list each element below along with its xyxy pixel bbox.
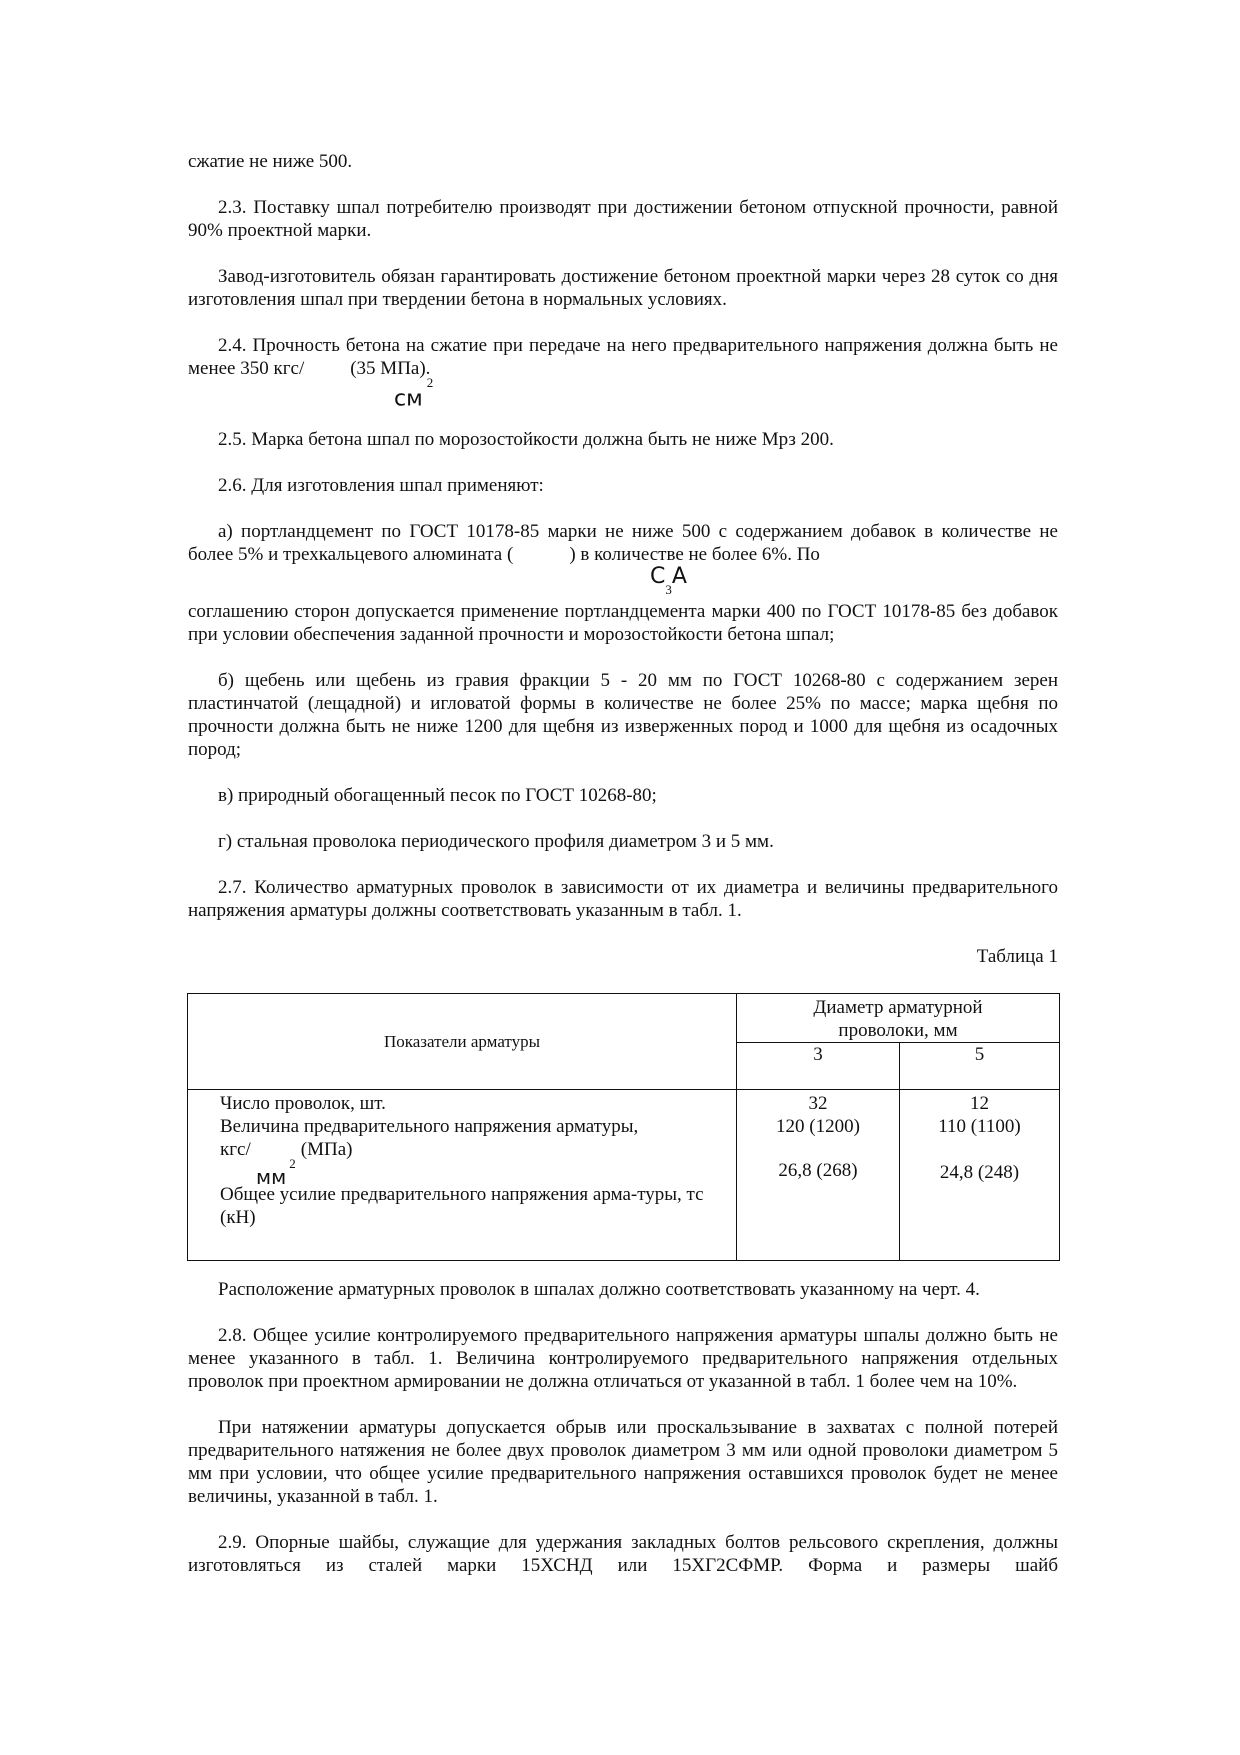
cell-prestress-3: 120 (1200) — [776, 1116, 860, 1137]
cell-wire-count-3: 32 — [808, 1093, 828, 1114]
paragraph-2-4-unit: (35 МПа). — [350, 358, 431, 379]
paragraph-2-4 — [188, 334, 1058, 380]
paragraph-a-text: а) портландцемент по ГОСТ 10178-85 марки не ниже 500 с содержанием добавок в количестве не более 5% и трехкальцевого алюмината ( — [188, 521, 1058, 565]
header-diameter: Диаметр арматурной проволоки, мм — [737, 994, 1060, 1043]
formula-cm-exponent: 2 — [426, 375, 434, 390]
paragraph-2-8: 2.8. Общее усилие контролируемого предварительного напряжения арматуры шпалы должно быть не менее указанного в табл. 1. Величина контролируемого предварительного напряжения отдельных проволок при проектном армировании не должна отличаться от указанной в табл. 1 более чем на 10%. — [188, 1325, 1058, 1392]
cell-prestress-5: 110 (1100) — [938, 1116, 1021, 1137]
paragraph-2-5: 2.5. Марка бетона шпал по морозостойкости должна быть не ниже Мрз 200. — [218, 429, 834, 450]
table-column-3mm — [737, 1090, 900, 1261]
paragraph-2-9: 2.9. Опорные шайбы, служащие для удержания закладных болтов рельсового скрепления, должны изготовляться из сталей марки 15ХСНД или 15ХГ2СФМР. Форма и размеры шайб — [188, 1532, 1058, 1576]
cell-force-5: 24,8 (248) — [939, 1162, 1020, 1183]
paragraph-a-text-2: ) в количестве не более 6%. По — [569, 544, 820, 565]
header-diameter-5: 5 — [900, 1043, 1060, 1090]
table-column-5mm — [900, 1090, 1060, 1261]
formula-a: А — [671, 564, 687, 589]
cell-wire-count-5: 12 — [970, 1093, 989, 1114]
row-prestress-mm2: $мм^2$ — [256, 1156, 296, 1189]
paragraph-a — [188, 520, 1058, 566]
row-wire-count-label: Число проволок, шт. — [220, 1093, 386, 1114]
formula-c-subscript: 3 — [665, 582, 672, 598]
table-caption: Таблица 1 — [976, 946, 1058, 967]
row-total-force-label: Общее усилие предварительного напряжения арма-туры, тс (кН) — [220, 1184, 704, 1228]
row-prestress-units: кгс/ (МПа) — [220, 1139, 353, 1160]
table-row-names — [188, 1090, 737, 1261]
row-prestress-label: Величина предварительного напряжения арматуры, — [220, 1116, 639, 1137]
paragraph-b: б) щебень или щебень из гравия фракции 5 - 20 мм по ГОСТ 10268-80 с содержанием зерен пластинчатой (лещадной) и игловатой формы в количестве не более 25% по массе; марка щебня по прочности должна быть не ниже 1200 для щебня из изверженных пород и 1000 для щебня из осадочных пород; — [188, 670, 1058, 760]
cell-force-3: 26,8 (268) — [778, 1160, 858, 1181]
paragraph-2-4-text: 2.4. Прочность бетона на сжатие при передаче на него предварительного напряжения должна быть не менее 350 кгс/ — [188, 335, 1058, 379]
header-diameter-3: 3 — [737, 1043, 900, 1090]
paragraph-2-3: 2.3. Поставку шпал потребителю производят при достижении бетоном отпускной прочности, равной 90% проектной марки. — [188, 197, 1058, 241]
formula-c3a — [188, 566, 1058, 596]
paragraph-2-6: 2.6. Для изготовления шпал применяют: — [218, 475, 544, 496]
header-indicators: Показатели арматуры — [188, 994, 737, 1090]
paragraph-a-continuation: соглашению сторон допускается применение портландцемента марки 400 по ГОСТ 10178-85 без добавок при условии обеспечения заданной прочности и морозостойкости бетона шпал; — [188, 601, 1058, 645]
document-page — [188, 150, 1058, 1576]
paragraph-g: г) стальная проволока периодического профиля диаметром 3 и 5 мм. — [218, 831, 774, 852]
formula-cm: см — [394, 386, 423, 412]
formula-c: С — [650, 564, 666, 589]
paragraph-manufacturer: Завод-изготовитель обязан гарантировать достижение бетоном проектной марки через 28 суток со дня изготовления шпал при твердении бетона в нормальных условиях. — [188, 266, 1058, 310]
paragraph-v: в) природный обогащенный песок по ГОСТ 10268-80; — [218, 785, 657, 806]
paragraph-tension: При натяжении арматуры допускается обрыв или проскальзывание в захватах с полной потерей предварительного натяжения не более двух проволок диаметром 3 мм или одной проволоки диаметром 5 мм при условии, что общее усилие предварительного напряжения оставшихся проволок будет не менее величины, указанной в табл. 1. — [188, 1417, 1058, 1507]
after-table-section — [188, 1278, 1058, 1577]
table-1 — [187, 993, 1060, 1261]
paragraph-continuation: сжатие не ниже 500. — [188, 151, 353, 172]
paragraph-2-7: 2.7. Количество арматурных проволок в зависимости от их диаметра и величины предварительного напряжения арматуры должны соответствовать указанным в табл. 1. — [188, 877, 1058, 921]
formula-cm2 — [188, 375, 1058, 412]
paragraph-placement: Расположение арматурных проволок в шпалах должно соответствовать указанному на черт. 4. — [218, 1279, 980, 1300]
